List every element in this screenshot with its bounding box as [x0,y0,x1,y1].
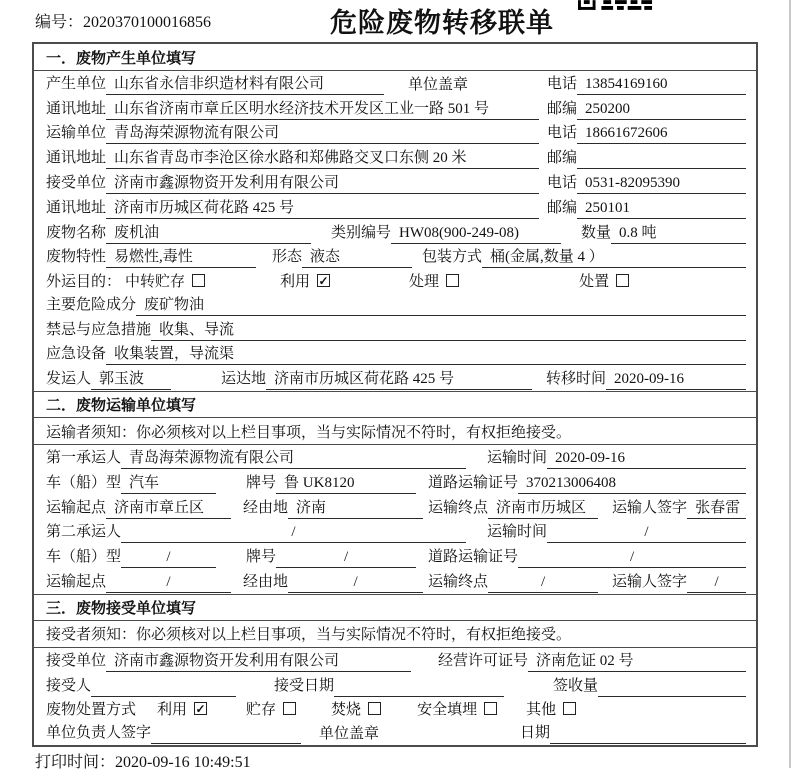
field-label: 道路运输证号 [428,474,519,491]
field-row [34,292,756,317]
field-label: 运输人签字 [612,499,688,516]
form-field [428,496,598,519]
form-field [428,570,598,593]
field-row [34,121,756,146]
field-label: 日期 [520,725,551,742]
field-value: / [288,574,423,593]
field-value: 18661672606 [577,125,746,144]
field-row [34,648,756,673]
notice-text: 接受者须知：你必须核对以上栏目事项，当与实际情况不符时，有权拒绝接受。 [46,627,572,644]
field-value: 济南市鑫源物资开发利用有限公司 [106,649,411,672]
checkbox-unchecked-icon [563,702,576,715]
field-value: / [687,574,746,593]
field-label: 车（船）型 [46,549,122,566]
field-value: 370213006408 [518,475,746,494]
field-value: / [518,549,746,568]
page-edge-line [789,0,791,768]
field-label: 产生单位 [46,75,107,92]
field-label: 运达地 [221,371,267,388]
print-time-value: 2020-09-16 10:49:51 [115,754,251,771]
field-value: 郭玉波 [91,367,171,390]
field-value [334,678,504,697]
field-label: 第一承运人 [46,450,122,467]
form-field [547,146,746,169]
checkbox-option [417,698,497,719]
form-field [581,221,746,244]
field-value: 济南市历城区荷花路 425 号 [106,196,539,219]
field-value [598,678,746,697]
field-row [34,170,756,195]
form-field [46,318,746,341]
field-row [34,544,756,569]
form-field [319,722,379,743]
form-field [46,570,231,593]
field-label: 经营许可证号 [438,652,529,669]
checkbox-option-label: 处理 [409,274,440,291]
form-field [272,245,412,268]
checkbox-checked-icon: ✓ [318,273,329,288]
print-time [35,749,251,772]
field-value: 济南市历城区 [488,496,598,519]
field-value: / [547,524,746,543]
field-label: 接受人 [46,677,92,694]
form-field [46,196,539,219]
form-field [546,367,746,390]
doc-number-label: 编号： [35,14,84,31]
form-field [46,520,466,543]
form-field [547,72,746,95]
checkbox-option [579,270,629,291]
field-row [34,244,756,269]
field-label: 电话 [547,175,578,192]
field-label: 运输起点 [46,573,107,590]
checkbox-option [125,270,205,291]
field-label: 运输时间 [487,450,548,467]
checkbox-option [526,698,576,719]
field-row [34,195,756,220]
field-row [34,470,756,495]
field-row [34,317,756,342]
form-field [246,545,416,568]
field-value: 250200 [577,101,746,120]
checkbox-option-label: 中转贮存 [125,274,186,291]
field-label: 应急设备 [46,346,107,363]
field-label: 通讯地址 [46,100,107,117]
field-row [34,445,756,470]
field-label: 运输人签字 [612,573,688,590]
field-label: 发运人 [46,371,92,388]
field-row [34,673,756,698]
checkbox-option [409,270,459,291]
field-label: 邮编 [547,150,578,167]
form-field [438,649,746,672]
form-field [46,245,256,268]
form-field [243,496,423,519]
field-label: 形态 [272,249,303,266]
field-value: 收集、导流 [151,318,746,341]
field-value: 山东省青岛市李沧区徐水路和郑佛路交叉口东侧 20 米 [106,146,539,169]
field-row [34,520,756,545]
field-value: 废机油 [106,221,311,244]
field-value: 收集装置，导流渠 [106,342,746,365]
notice-text: 运输者须知：你必须核对以上栏目事项，当与实际情况不符时，有权拒绝接受。 [46,424,572,441]
form-field [46,721,301,744]
notice-row [34,621,756,648]
field-value: / [121,549,216,568]
doc-number-value: 2020370100016856 [83,14,212,31]
checkbox-unchecked-icon [368,702,381,715]
field-row [34,220,756,245]
field-label: 车（船）型 [46,474,122,491]
field-label: 废物处置方式 [46,702,137,719]
form-field [46,471,216,494]
section-title: 二．废物运输单位填写 [46,398,197,415]
print-time-label: 打印时间： [35,754,116,771]
qr-code-fragment-icon [578,0,654,11]
checkbox-option-label: 安全填埋 [417,702,478,719]
form-table [32,42,758,747]
form-field [547,196,746,219]
field-label: 接受单位 [46,175,107,192]
checkbox-option-label: 焚烧 [331,702,362,719]
field-value: 鲁 UK8120 [276,471,416,494]
field-value: 0531-82095390 [577,175,746,194]
field-value: 13854169160 [577,76,746,95]
field-label: 接受日期 [274,677,335,694]
checkbox-option [280,270,330,291]
field-label: 经由地 [243,499,289,516]
form-field [243,570,423,593]
field-label: 通讯地址 [46,150,107,167]
field-label: 废物名称 [46,224,107,241]
section-title: 一．废物产生单位填写 [46,50,197,67]
field-label: 电话 [547,125,578,142]
field-value: 青岛海荣源物流有限公司 [106,121,539,144]
field-value: 山东省济南市章丘区明水经济技术开发区工业一路 501 号 [106,97,539,120]
form-field [46,674,236,697]
form-field [553,674,746,697]
field-label: 转移时间 [546,371,607,388]
form-field [46,367,171,390]
field-label: 牌号 [246,474,277,491]
field-label: 废物特性 [46,249,107,266]
page-title: 危险废物转移联单 [330,8,554,38]
checkbox-option [246,698,296,719]
field-row [34,569,756,594]
form-field [547,171,746,194]
checkbox-unchecked-icon [484,702,497,715]
field-label: 类别编号 [331,224,392,241]
checkbox-row [34,269,756,292]
field-label: 运输终点 [428,499,489,516]
form-field [46,221,311,244]
form-field [547,97,746,120]
field-value: 废矿物油 [136,293,746,316]
form-field [520,721,746,744]
field-row [34,342,756,367]
notice-row [34,418,756,445]
form-field [612,570,746,593]
form-field [428,471,746,494]
field-row [34,495,756,520]
form-field [487,520,746,543]
field-value: HW08(900-249-08) [391,225,561,244]
checkbox-option-label: 其他 [526,702,557,719]
field-value: 汽车 [121,471,216,494]
field-label: 禁忌与应急措施 [46,321,152,338]
field-row [34,720,756,745]
field-value: 2020-09-16 [547,450,746,469]
field-label: 第二承运人 [46,524,122,541]
field-label: 数量 [581,224,612,241]
checkbox-unchecked-icon [192,274,205,287]
field-row [34,96,756,121]
checkbox-row [34,697,756,720]
field-label: 电话 [547,75,578,92]
field-label: 牌号 [246,549,277,566]
field-row [34,366,756,391]
form-field [547,121,746,144]
field-label: 邮编 [547,199,578,216]
form-field [46,72,384,95]
form-field [46,171,539,194]
section-header-row [34,594,756,621]
field-value [151,725,301,744]
field-value: 2020-09-16 [606,371,746,390]
field-label: 单位盖章 [319,726,380,743]
checkbox-unchecked-icon [446,274,459,287]
field-label: 通讯地址 [46,199,107,216]
checkbox-checked-icon: ✓ [195,701,206,716]
field-row [34,71,756,96]
field-label: 运输单位 [46,125,107,142]
field-label: 经由地 [243,573,289,590]
form-field [274,674,504,697]
form-field [612,496,746,519]
field-value: 山东省永信非织造材料有限公司 [106,72,384,95]
form-field [46,496,231,519]
form-field [428,545,746,568]
field-value: / [488,574,598,593]
field-value: 0.8 吨 [611,221,746,244]
field-label: 运输时间 [487,524,548,541]
field-value: / [276,549,416,568]
form-field [46,293,746,316]
field-value: 济南市鑫源物资开发利用有限公司 [106,171,539,194]
form-field [246,471,416,494]
checkbox-option-label: 贮存 [246,702,277,719]
checkbox-option-label: 利用 [280,274,311,291]
field-row [34,145,756,170]
form-field [46,146,539,169]
field-label: 单位盖章 [408,76,469,93]
field-value: 易燃性,毒性 [106,245,256,268]
field-label: 签收量 [553,677,599,694]
field-label: 道路运输证号 [428,549,519,566]
checkbox-unchecked-icon [616,274,629,287]
field-label: 包装方式 [422,249,483,266]
form-field [46,446,466,469]
field-value: / [121,524,466,543]
form-field [46,121,539,144]
form-field [221,367,532,390]
checkbox-option [157,698,207,719]
field-value: / [106,574,231,593]
field-value: 250101 [577,200,746,219]
checkbox-option-label: 处置 [579,274,610,291]
checkbox-unchecked-icon [283,702,296,715]
checkbox-option [331,698,381,719]
form-field [46,649,411,672]
field-label: 外运目的： [46,274,122,291]
field-value [577,150,746,169]
form-field [408,73,468,94]
field-label: 接受单位 [46,652,107,669]
field-label: 邮编 [547,100,578,117]
field-value [91,678,236,697]
form-field [331,221,561,244]
form-field [422,245,746,268]
checkbox-option-label: 利用 [157,702,188,719]
field-label: 主要危险成分 [46,296,137,313]
field-label: 运输起点 [46,499,107,516]
field-value: 济南 [288,496,423,519]
form-field [46,342,746,365]
field-value [550,725,746,744]
field-value: 桶(金属,数量 4 ） [482,245,746,268]
field-label: 单位负责人签字 [46,725,152,742]
section-header-row [34,391,756,418]
field-value: 张春雷 [687,496,746,519]
field-value: 济南危证 02 号 [528,649,746,672]
field-value: 济南市章丘区 [106,496,231,519]
form-field [46,97,539,120]
section-title: 三．废物接受单位填写 [46,600,197,617]
section-header-row [34,44,756,71]
form-field [487,446,746,469]
form-field [46,545,216,568]
field-value: 青岛海荣源物流有限公司 [121,446,466,469]
field-label: 运输终点 [428,573,489,590]
field-value: 济南市历城区荷花路 425 号 [266,367,532,390]
field-value: 液态 [302,245,412,268]
